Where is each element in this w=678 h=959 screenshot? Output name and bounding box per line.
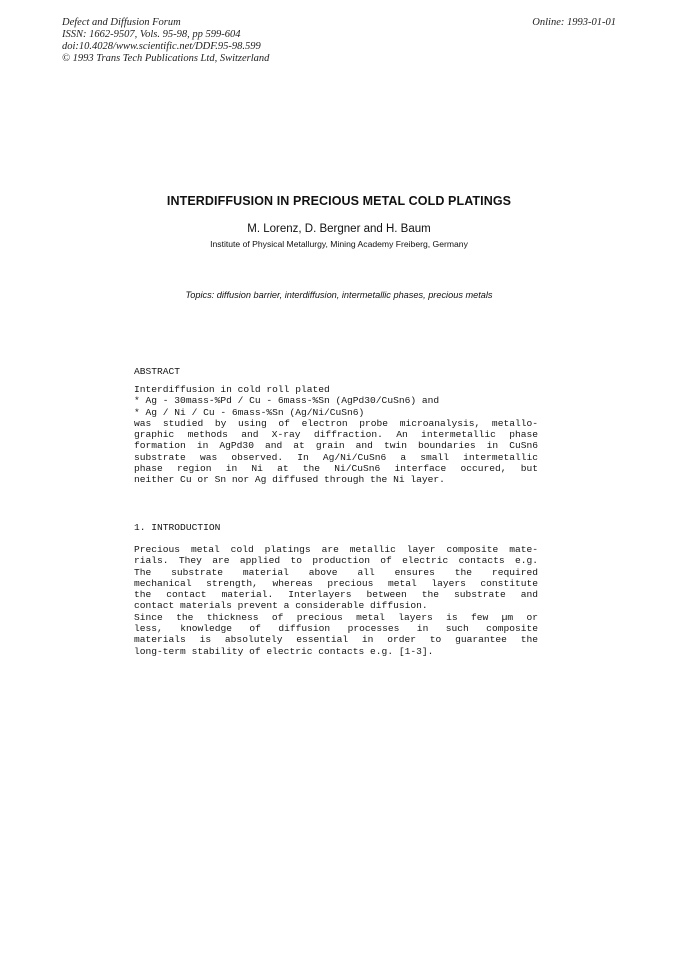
- abstract-body: [134, 384, 538, 486]
- intro-line: Since the thickness of precious metal layers is few µm or: [134, 611, 538, 623]
- intro-line: the contact material. Interlayers between the substrate and: [134, 589, 538, 601]
- journal-name: Defect and Diffusion Forum: [62, 17, 181, 28]
- topics: Topics: diffusion barrier, interdiffusion, intermetallic phases, precious metals: [185, 290, 493, 300]
- abstract-line: substrate was observed. In Ag/Ni/CuSn6 a small intermetallic: [134, 451, 538, 463]
- abstract-line: phase region in Ni at the Ni/CuSn6 interface occured, but: [134, 463, 538, 475]
- authors: M. Lorenz, D. Bergner and H. Baum: [247, 223, 431, 235]
- intro-line: mechanical strength, whereas precious metal layers constitute: [134, 577, 538, 589]
- abstract-line: Interdiffusion in cold roll plated: [134, 384, 330, 395]
- doi-line: doi:10.4028/www.scientific.net/DDF.95-98.599: [62, 41, 261, 52]
- abstract-heading: ABSTRACT: [134, 366, 181, 377]
- abstract-line: * Ag - 30mass-%Pd / Cu - 6mass-%Sn (AgPd30/CuSn6) and: [134, 395, 440, 407]
- intro-line: Precious metal cold platings are metallic layer composite mate-: [134, 544, 538, 555]
- intro-line: long-term stability of electric contacts e.g. [1-3].: [134, 645, 434, 657]
- intro-line: The substrate material above all ensures the required: [134, 566, 538, 578]
- intro-line: less, knowledge of diffusion processes in such composite: [134, 623, 538, 635]
- intro-line: contact materials prevent a considerable diffusion.: [134, 600, 428, 612]
- abstract-line: formation in AgPd30 and at grain and twin boundaries in CuSn6: [134, 440, 538, 452]
- abstract-line: was studied by using of electron probe microanalysis, metallo-: [134, 417, 538, 429]
- intro-line: materials is absolutely essential in order to guarantee the: [134, 634, 538, 646]
- intro-line: rials. They are applied to production of electric contacts e.g.: [134, 555, 538, 567]
- abstract-line: neither Cu or Sn nor Ag diffused through the Ni layer.: [134, 474, 445, 486]
- abstract-line: graphic methods and X-ray diffraction. An intermetallic phase: [134, 429, 538, 441]
- online-date: Online: 1993-01-01: [532, 17, 616, 28]
- paper-title: INTERDIFFUSION IN PRECIOUS METAL COLD PLATINGS: [166, 194, 512, 208]
- copyright-line: © 1993 Trans Tech Publications Ltd, Switzerland: [62, 53, 270, 64]
- introduction-heading: 1. INTRODUCTION: [134, 522, 221, 533]
- issn-line: ISSN: 1662-9507, Vols. 95-98, pp 599-604: [62, 29, 241, 40]
- abstract-line: * Ag / Ni / Cu - 6mass-%Sn (Ag/Ni/CuSn6): [134, 406, 365, 418]
- introduction-body: [134, 544, 538, 657]
- journal-header: [62, 17, 269, 65]
- affiliation: Institute of Physical Metallurgy, Mining Academy Freiberg, Germany: [210, 239, 468, 249]
